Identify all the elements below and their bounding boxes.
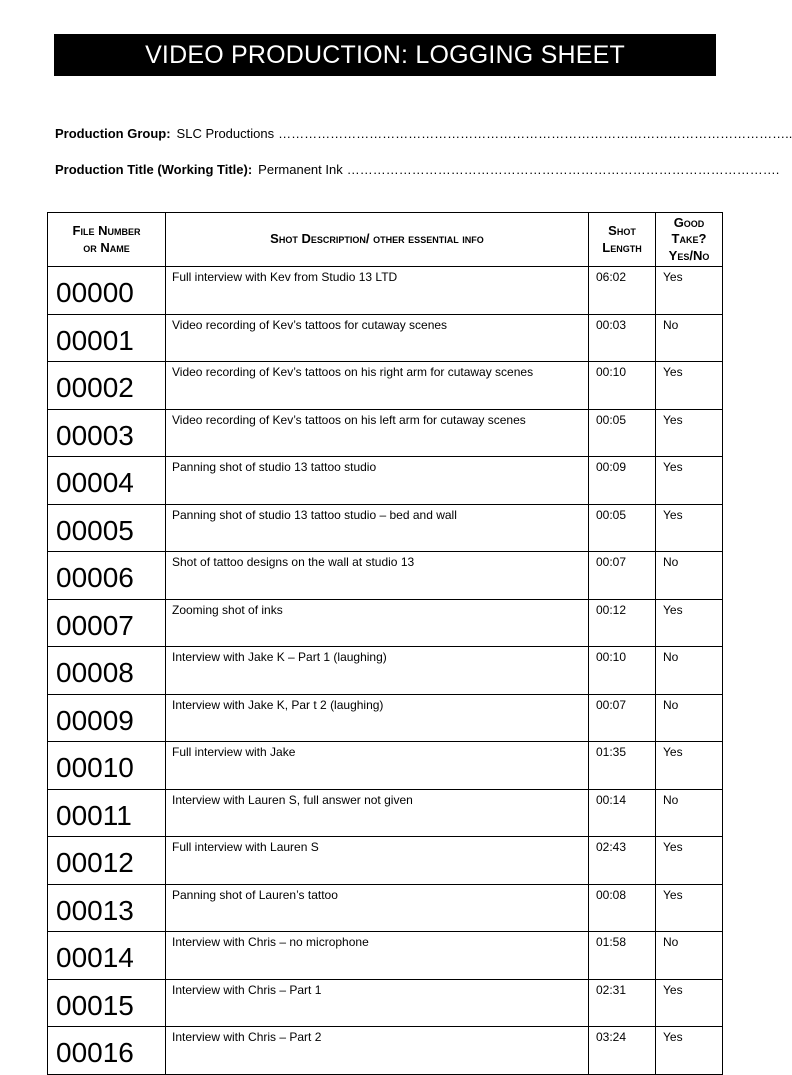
production-group-label: Production Group: <box>55 126 171 141</box>
file-number-cell: 00014 <box>48 932 166 980</box>
good-take-cell: No <box>656 552 723 600</box>
header-file <box>48 213 166 267</box>
good-take-cell: No <box>656 694 723 742</box>
table-row <box>48 837 723 885</box>
header-good-line3: Yes/No <box>668 247 710 263</box>
table-row <box>48 599 723 647</box>
header-good-take <box>656 213 723 267</box>
good-take-cell: Yes <box>656 837 723 885</box>
shot-description-cell: Shot of tattoo designs on the wall at studio 13 <box>166 552 589 600</box>
shot-length-cell: 01:35 <box>589 742 656 790</box>
good-take-cell: No <box>656 932 723 980</box>
table-row <box>48 314 723 362</box>
shot-description-cell: Full interview with Kev from Studio 13 LTD <box>166 267 589 315</box>
good-take-cell: Yes <box>656 362 723 410</box>
table-row <box>48 267 723 315</box>
table-row <box>48 409 723 457</box>
good-take-cell: Yes <box>656 409 723 457</box>
file-number-cell: 00001 <box>48 314 166 362</box>
good-take-cell: Yes <box>656 1027 723 1075</box>
shot-length-cell: 00:03 <box>589 314 656 362</box>
file-number-cell: 00004 <box>48 457 166 505</box>
table-row <box>48 979 723 1027</box>
file-number-cell: 00016 <box>48 1027 166 1075</box>
production-title-value: Permanent Ink <box>258 162 343 177</box>
file-number-cell: 00006 <box>48 552 166 600</box>
good-take-cell: Yes <box>656 599 723 647</box>
good-take-cell: Yes <box>656 979 723 1027</box>
production-title-dots: ………………………………………………………………………………………. <box>346 162 780 177</box>
header-length-line1: Shot <box>608 223 636 239</box>
shot-description-cell: Interview with Chris – Part 2 <box>166 1027 589 1075</box>
shot-length-cell: 03:24 <box>589 1027 656 1075</box>
shot-length-cell: 01:58 <box>589 932 656 980</box>
file-number-cell: 00015 <box>48 979 166 1027</box>
file-number-cell: 00005 <box>48 504 166 552</box>
shot-description-cell: Panning shot of Lauren’s tattoo <box>166 884 589 932</box>
good-take-cell: No <box>656 647 723 695</box>
good-take-cell: Yes <box>656 267 723 315</box>
shot-description-cell: Interview with Chris – Part 1 <box>166 979 589 1027</box>
header-length <box>589 213 656 267</box>
table-row <box>48 504 723 552</box>
file-number-cell: 00008 <box>48 647 166 695</box>
shot-description-cell: Zooming shot of inks <box>166 599 589 647</box>
header-file-line1: File Number <box>72 223 141 239</box>
shot-length-cell: 00:09 <box>589 457 656 505</box>
production-group-field <box>55 126 792 141</box>
header-description <box>166 213 589 267</box>
file-number-cell: 00000 <box>48 267 166 315</box>
file-number-cell: 00009 <box>48 694 166 742</box>
shot-description-cell: Interview with Lauren S, full answer not given <box>166 789 589 837</box>
production-group-dots: ……………………………………………………………………………………………………….. <box>278 126 792 141</box>
shot-length-cell: 00:08 <box>589 884 656 932</box>
shot-length-cell: 00:14 <box>589 789 656 837</box>
shot-description-cell: Interview with Chris – no microphone <box>166 932 589 980</box>
shot-length-cell: 00:05 <box>589 504 656 552</box>
table-row <box>48 694 723 742</box>
logging-table <box>47 212 723 1075</box>
page-title: VIDEO PRODUCTION: LOGGING SHEET <box>54 34 716 76</box>
table-row <box>48 742 723 790</box>
header-good-line2: Take? <box>671 231 707 247</box>
file-number-cell: 00012 <box>48 837 166 885</box>
table-row <box>48 1027 723 1075</box>
shot-length-cell: 00:10 <box>589 647 656 695</box>
log-body <box>48 267 723 1075</box>
shot-length-cell: 00:12 <box>589 599 656 647</box>
shot-description-cell: Full interview with Jake <box>166 742 589 790</box>
shot-description-cell: Video recording of Kev’s tattoos for cutaway scenes <box>166 314 589 362</box>
good-take-cell: Yes <box>656 457 723 505</box>
shot-length-cell: 00:05 <box>589 409 656 457</box>
shot-length-cell: 00:07 <box>589 552 656 600</box>
production-title-label: Production Title (Working Title): <box>55 162 253 177</box>
shot-description-cell: Panning shot of studio 13 tattoo studio <box>166 457 589 505</box>
file-number-cell: 00011 <box>48 789 166 837</box>
shot-description-cell: Video recording of Kev’s tattoos on his left arm for cutaway scenes <box>166 409 589 457</box>
good-take-cell: No <box>656 314 723 362</box>
good-take-cell: Yes <box>656 504 723 552</box>
header-row <box>48 213 723 267</box>
shot-description-cell: Full interview with Lauren S <box>166 837 589 885</box>
file-number-cell: 00007 <box>48 599 166 647</box>
shot-length-cell: 00:07 <box>589 694 656 742</box>
shot-length-cell: 00:10 <box>589 362 656 410</box>
table-row <box>48 789 723 837</box>
table-row <box>48 884 723 932</box>
good-take-cell: Yes <box>656 742 723 790</box>
file-number-cell: 00013 <box>48 884 166 932</box>
header-description-text: Shot Description/ other essential info <box>270 231 484 247</box>
shot-description-cell: Interview with Jake K, Par t 2 (laughing) <box>166 694 589 742</box>
production-group-value: SLC Productions <box>176 126 275 141</box>
good-take-cell: Yes <box>656 884 723 932</box>
shot-length-cell: 06:02 <box>589 267 656 315</box>
table-row <box>48 552 723 600</box>
file-number-cell: 00010 <box>48 742 166 790</box>
shot-description-cell: Video recording of Kev’s tattoos on his right arm for cutaway scenes <box>166 362 589 410</box>
table-row <box>48 457 723 505</box>
header-good-line1: Good <box>673 215 705 231</box>
shot-description-cell: Interview with Jake K – Part 1 (laughing) <box>166 647 589 695</box>
production-title-field <box>55 162 780 177</box>
good-take-cell: No <box>656 789 723 837</box>
file-number-cell: 00002 <box>48 362 166 410</box>
table-row <box>48 932 723 980</box>
shot-description-cell: Panning shot of studio 13 tattoo studio – bed and wall <box>166 504 589 552</box>
table-row <box>48 362 723 410</box>
header-file-line2: or Name <box>83 239 130 255</box>
header-length-line2: Length <box>602 239 642 255</box>
shot-length-cell: 02:31 <box>589 979 656 1027</box>
shot-length-cell: 02:43 <box>589 837 656 885</box>
table-row <box>48 647 723 695</box>
file-number-cell: 00003 <box>48 409 166 457</box>
